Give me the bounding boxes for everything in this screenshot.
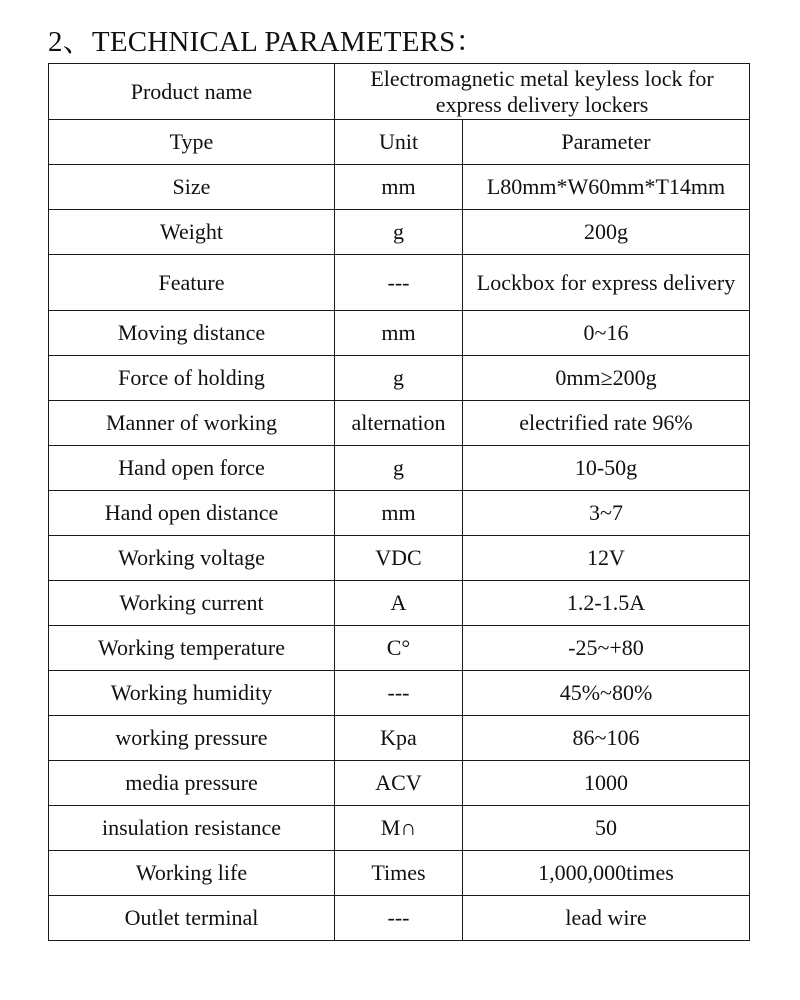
row-parameter: -25~+80 [463, 626, 750, 671]
row-unit: M∩ [335, 806, 463, 851]
row-type: Moving distance [49, 311, 335, 356]
row-type: media pressure [49, 761, 335, 806]
row-type: Hand open force [49, 446, 335, 491]
table-row [49, 716, 750, 761]
table-row [49, 851, 750, 896]
section-heading: 2、TECHNICAL PARAMETERS： [48, 26, 485, 58]
table-header-row [49, 120, 750, 165]
row-parameter: 200g [463, 210, 750, 255]
row-parameter: 1000 [463, 761, 750, 806]
row-parameter: 50 [463, 806, 750, 851]
row-type: insulation resistance [49, 806, 335, 851]
product-name-label: Product name [49, 64, 335, 120]
row-unit: alternation [335, 401, 463, 446]
row-parameter: Lockbox for express delivery [463, 255, 750, 311]
row-type: Working voltage [49, 536, 335, 581]
table-row [49, 896, 750, 941]
row-type: Working temperature [49, 626, 335, 671]
table-row [49, 401, 750, 446]
row-parameter: 1.2-1.5A [463, 581, 750, 626]
row-unit: Times [335, 851, 463, 896]
row-parameter: 1,000,000times [463, 851, 750, 896]
header-type: Type [49, 120, 335, 165]
table-row [49, 446, 750, 491]
row-unit: --- [335, 255, 463, 311]
row-unit: ACV [335, 761, 463, 806]
row-parameter: 0mm≥200g [463, 356, 750, 401]
row-unit: mm [335, 165, 463, 210]
parameters-table [48, 63, 750, 941]
row-type: Hand open distance [49, 491, 335, 536]
row-parameter: 45%~80% [463, 671, 750, 716]
table-row [49, 356, 750, 401]
row-parameter: 3~7 [463, 491, 750, 536]
row-parameter: 0~16 [463, 311, 750, 356]
row-unit: VDC [335, 536, 463, 581]
header-parameter: Parameter [463, 120, 750, 165]
row-unit: mm [335, 491, 463, 536]
row-type: Feature [49, 255, 335, 311]
row-parameter: 12V [463, 536, 750, 581]
row-unit: mm [335, 311, 463, 356]
table-row [49, 536, 750, 581]
row-type: Outlet terminal [49, 896, 335, 941]
row-unit: C° [335, 626, 463, 671]
row-unit: A [335, 581, 463, 626]
row-type: Manner of working [49, 401, 335, 446]
row-parameter: 86~106 [463, 716, 750, 761]
row-unit: --- [335, 896, 463, 941]
table-row [49, 311, 750, 356]
row-parameter: L80mm*W60mm*T14mm [463, 165, 750, 210]
row-type: Size [49, 165, 335, 210]
table-row [49, 671, 750, 716]
row-type: Weight [49, 210, 335, 255]
row-type: working pressure [49, 716, 335, 761]
row-unit: g [335, 356, 463, 401]
table-row [49, 165, 750, 210]
row-unit: g [335, 210, 463, 255]
row-type: Force of holding [49, 356, 335, 401]
row-unit: g [335, 446, 463, 491]
table-row [49, 761, 750, 806]
table-row [49, 581, 750, 626]
table-row [49, 626, 750, 671]
row-unit: Kpa [335, 716, 463, 761]
product-name-value: Electromagnetic metal keyless lock for express delivery lockers [335, 64, 750, 120]
header-unit: Unit [335, 120, 463, 165]
table-row [49, 806, 750, 851]
product-name-row [49, 64, 750, 120]
row-type: Working life [49, 851, 335, 896]
row-parameter: electrified rate 96% [463, 401, 750, 446]
table-row [49, 210, 750, 255]
row-type: Working current [49, 581, 335, 626]
table-row [49, 491, 750, 536]
row-type: Working humidity [49, 671, 335, 716]
row-unit: --- [335, 671, 463, 716]
row-parameter: 10-50g [463, 446, 750, 491]
table-row [49, 255, 750, 311]
row-parameter: lead wire [463, 896, 750, 941]
